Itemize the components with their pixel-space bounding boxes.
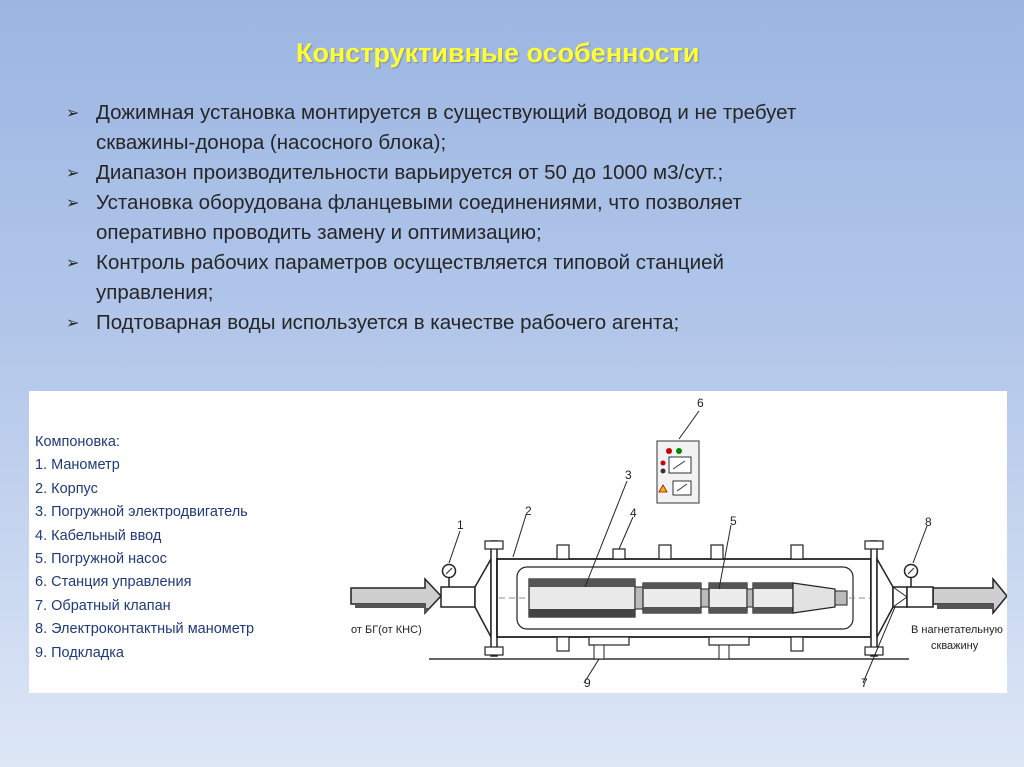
diagram-number-3: 3	[625, 468, 632, 482]
diagram-number-2: 2	[525, 504, 532, 518]
bullet-text: Установка оборудована фланцевыми соединениями, что позволяет	[96, 191, 742, 214]
pump-installation-diagram	[29, 391, 1007, 693]
right-flange-bolt	[865, 647, 883, 655]
arrow-bullet-icon: ➢	[66, 193, 80, 212]
check-valve-icon	[893, 587, 907, 607]
diagram-number-5: 5	[730, 514, 737, 528]
legend-item: 4. Кабельный ввод	[35, 527, 162, 544]
bullet-item	[66, 98, 986, 158]
outlet-arrow-icon	[933, 579, 1007, 613]
support-pad	[709, 637, 749, 645]
outlet-cone	[877, 559, 893, 637]
outlet-label-line1: В нагнетательную	[911, 624, 1003, 636]
housing-bolt	[791, 637, 803, 651]
slide-title: Конструктивные особенности	[296, 38, 700, 68]
bullet-text: Диапазон производительности варьируется от 50 до 1000 м3/сут.;	[96, 161, 724, 184]
right-flange-bolt	[865, 541, 883, 549]
left-flange-bolt	[485, 647, 503, 655]
inlet-pipe	[441, 587, 475, 607]
support-leg	[594, 645, 604, 659]
housing-bolt	[557, 637, 569, 651]
arrow-bullet-icon: ➢	[66, 253, 80, 272]
cable-entry	[613, 549, 625, 559]
bullet-text: Дожимная установка монтируется в существующий водовод и не требует	[96, 101, 797, 124]
legend-item: 9. Подкладка	[35, 644, 124, 661]
legend-title: Компоновка:	[35, 434, 120, 450]
legend-item: 8. Электроконтактный манометр	[35, 621, 255, 638]
arrow-bullet-icon: ➢	[66, 313, 80, 332]
support-leg	[719, 645, 729, 659]
inlet-cone	[475, 559, 491, 637]
bullet-text: скважины-донора (насосного блока);	[96, 131, 447, 154]
bullet-text: управления;	[96, 281, 214, 304]
inlet-arrow-icon	[351, 579, 441, 613]
housing-bolt	[557, 545, 569, 559]
legend-item: 2. Корпус	[35, 480, 98, 497]
diagram-number-9: 9	[584, 676, 591, 690]
inlet-label: от БГ(от КНС)	[351, 624, 422, 636]
housing-bolt	[659, 545, 671, 559]
control-station-icon	[657, 441, 699, 503]
bullet-item	[66, 188, 986, 248]
electrocontact-manometer-icon	[905, 565, 918, 588]
right-flange	[871, 541, 877, 656]
housing-bolt	[791, 545, 803, 559]
bullet-list	[66, 98, 986, 338]
arrow-bullet-icon: ➢	[66, 103, 80, 122]
bullet-item	[66, 158, 986, 188]
legend-item: 6. Станция управления	[35, 574, 192, 591]
legend-item: 7. Обратный клапан	[35, 597, 171, 614]
bullet-item	[66, 248, 986, 308]
bullet-text: Подтоварная воды используется в качестве рабочего агента;	[96, 311, 680, 334]
support-pad	[589, 637, 629, 645]
housing-bolt	[711, 545, 723, 559]
diagram-number-1: 1	[457, 518, 464, 532]
left-flange-bolt	[485, 541, 503, 549]
outlet-pipe	[907, 587, 933, 607]
manometer-icon	[443, 565, 456, 588]
outlet-label-line2: скважину	[931, 640, 979, 652]
legend-item: 5. Погружной насос	[35, 551, 167, 568]
bullet-text: Контроль рабочих параметров осуществляется типовой станцией	[96, 251, 724, 274]
submersible-pump	[643, 583, 847, 613]
diagram-number-7: 7	[861, 676, 868, 690]
diagram-number-8: 8	[925, 515, 932, 529]
legend-item: 1. Манометр	[35, 457, 120, 474]
diagram-number-6: 6	[697, 396, 704, 410]
legend-item: 3. Погружной электродвигатель	[35, 504, 248, 521]
bullet-text: оперативно проводить замену и оптимизацию;	[96, 221, 542, 244]
diagram-number-4: 4	[630, 506, 637, 520]
installation-figure	[29, 391, 1007, 693]
arrow-bullet-icon: ➢	[66, 163, 80, 182]
bullet-item	[66, 308, 986, 338]
